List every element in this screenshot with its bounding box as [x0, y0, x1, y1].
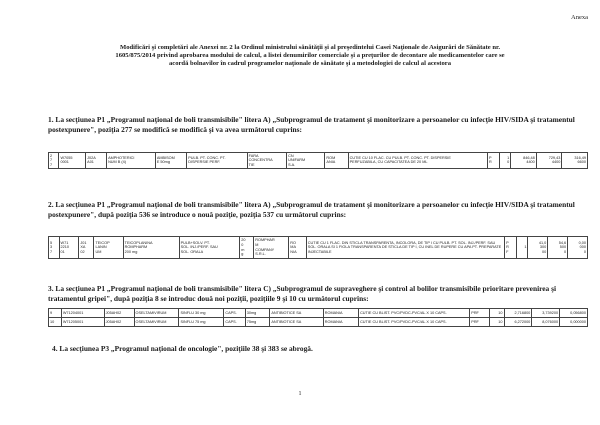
table-cell: 1	[516, 237, 528, 259]
table-cell: W71205001	[61, 318, 104, 327]
table-cell: 2 7 7	[49, 153, 59, 169]
table-cell: 846,48 4400	[511, 153, 537, 169]
table-cell: P R F	[505, 237, 517, 259]
table-cell: 1 0	[499, 153, 511, 169]
table-cell: PRF	[470, 318, 489, 327]
table-cell: ROMANIA	[323, 318, 358, 327]
table-cell: W7055 0001	[59, 153, 86, 169]
table-cell: 729,43 4400	[536, 153, 562, 169]
table-cell: 2,716800	[504, 309, 532, 318]
table-cell: ROMANIA	[323, 309, 358, 318]
table-cell: PULB+SOLV. PT. SOL. INJ./PERF. SAU SOL. ORALA	[179, 237, 240, 259]
table-cell: 54,6 500 0	[548, 237, 568, 259]
table-cell: PULB. PT. CONC. PT. DISPERSIE PERF.	[187, 153, 247, 169]
section-4-text: 4. La secţiunea P3 „Programul naţional de oncologie", poziţiile 38 şi 383 se abrogă.	[52, 344, 313, 353]
table-cell: W71 2210 01	[59, 237, 79, 259]
table-cell: 20 0 m g	[240, 237, 254, 259]
table-cell: CN UNIFARM S.A.	[287, 153, 325, 169]
table-cell: ANTIBIOTICE SA	[270, 309, 323, 318]
table-cell: AMBISOM E 50mg	[155, 153, 186, 169]
table-cell: 0,000000	[560, 318, 588, 327]
section-2-text: 2. La secţiunea P1 „Programul naţional de boli transmisibile" litera A) „Subprogramul de tratament şi monitorizare a persoanelor cu infecţie HIV/SIDA şi tratamentul postexpunere", după poziţia 536 se introduce o nouă poziţie, poziţia 537 cu următorul cuprins:	[48, 200, 575, 219]
title-line: Modificări şi completări ale Anexei nr. 2 la Ordinul ministrului sănătăţii şi al preşedintelui Casei Naţionale de Asigurări de Sănătate nr.	[119, 44, 500, 51]
table-cell: OSELTAMIVIRUM	[134, 318, 179, 327]
table-cell: RO MA NIA	[289, 237, 307, 259]
table-cell: CUTIE CU 1 FLAC. DIN STICLA TRANSPARENTA, INCOLORA, DE TIP I CU PULB. PT. SOL. INJ./PERF. SAU SOL. ORALA SI 1 FIOLA TRANSPARENTA DE STICLA DE TIP I, CU INEL DE RUPERE CU APA PT. PREPARATE INJECTABILE	[306, 237, 504, 259]
section-3-text: 3. La secţiunea P1 „Programul naţional de boli transmisibile" litera C) „Subprogramul de supraveghere şi control al bolilor transmisibile prioritare prevenirea şi tratamentul gripei", după poziţia 8 se introduc două noi poziţii, poziţiile 9 şi 10 cu următorul cuprins:	[48, 284, 557, 303]
table-cell: 10	[49, 318, 62, 327]
section-1-text: 1. La secţiunea P1 „Programul naţional de boli transmisibile" litera A) „Subprogramul de tratament şi monitorizare a persoanelor cu infecţie HIV/SIDA şi tratamentul postexpunere", poziţia 277 se modifică se modifică şi va avea următorul cuprins:	[48, 115, 575, 134]
table-cell: 9	[49, 309, 62, 318]
table-cell: FARA CONCENTRA TIE	[247, 153, 286, 169]
table-cell: 5 3 7	[49, 237, 60, 259]
table-cell: CUTIE CU BLIST. PVC/PVDC-PVC/AL X 10 CAPS.	[359, 309, 470, 318]
table-cell: 30mg	[245, 309, 270, 318]
table-cell: 41,0 300 00	[528, 237, 548, 259]
document-title	[40, 44, 580, 68]
table-cell: OSELTAMIVIRUM	[134, 309, 179, 318]
table-cell: ROMPHAR M COMPANY S.R.L.	[254, 237, 289, 259]
table-cell: AMPHOTERICI NUM B (4)	[107, 153, 156, 169]
table-cell: ANTIBIOTICE SA	[270, 318, 323, 327]
title-line: 1605/875/2014 privind aprobarea modului de calcul, a listei denumirilor comerciale şi a preţurilor de decontare ale medicamentelor care se	[115, 52, 505, 59]
table-cell: J02A A01	[86, 153, 107, 169]
table-oseltamivir	[48, 308, 588, 327]
table-row	[49, 237, 588, 259]
table-cell: SINFLU 30 mg	[179, 309, 224, 318]
table-cell: 0,056800	[560, 309, 588, 318]
table-cell: 8,076000	[532, 318, 560, 327]
table-cell: 75mg	[245, 318, 270, 327]
page-number: 1	[298, 391, 302, 397]
table-cell: SINFLU 75 mg	[179, 318, 224, 327]
table-cell: CAPS.	[224, 309, 245, 318]
title-line: acordă bolnavilor în cadrul programelor naţionale de sănătate şi a metodologiei de calcul al acestora	[168, 60, 452, 67]
table-cell: TEICOPLANINA ROMPHARM 200 mg	[123, 237, 179, 259]
table-teicoplanin	[48, 236, 588, 259]
table-cell: J05AH02	[104, 309, 134, 318]
table-cell: 3,739200	[532, 309, 560, 318]
table-row	[49, 153, 588, 169]
table-cell: J05AH02	[104, 318, 134, 327]
table-cell: 10	[489, 318, 504, 327]
table-cell: TEICOP LANIN UM	[94, 237, 123, 259]
table-cell: P R	[488, 153, 500, 169]
table-cell: 6,272000	[504, 318, 532, 327]
table-row	[49, 318, 588, 327]
table-amphotericin	[48, 152, 588, 169]
annex-label: Anexa	[571, 14, 588, 21]
table-cell: 316,49 6600	[562, 153, 588, 169]
table-cell: PRF	[470, 309, 489, 318]
table-cell: J01 XA 02	[79, 237, 94, 259]
table-cell: CUTIE CU BLIST. PVC/PVDC-PVC/AL X 10 CAPS.	[359, 318, 470, 327]
table-cell: 10	[489, 309, 504, 318]
table-cell: CAPS.	[224, 318, 245, 327]
table-cell: ROM ANIA	[325, 153, 348, 169]
table-row	[49, 309, 588, 318]
table-cell: W71204001	[61, 309, 104, 318]
table-cell: 0,00 000 0	[568, 237, 588, 259]
table-cell: CUTIE CU 10 FLAC. CU PULB. PT. CONC. PT. DISPERSIE PERFUZABILA, CU CAPACITATEA DE 20 ML	[348, 153, 487, 169]
